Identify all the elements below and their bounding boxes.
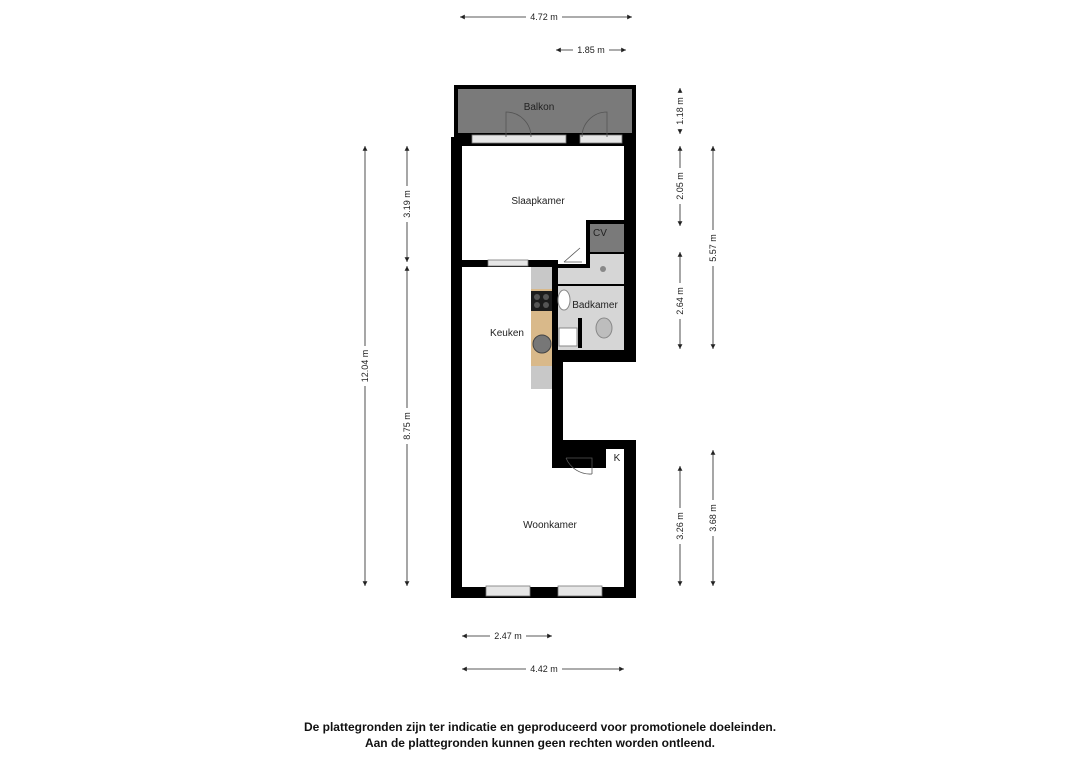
label-woonkamer: Woonkamer <box>523 520 577 531</box>
disclaimer-line-1: De plattegronden zijn ter indicatie en geproduceerd voor promotionele doeleinden. <box>303 720 777 734</box>
label-cv: CV <box>593 228 607 239</box>
dim-right-living: 3.26 m <box>675 512 685 540</box>
disclaimer-line-2: Aan de plattegronden kunnen geen rechten worden ontleend. <box>364 736 716 750</box>
dim-right-bedroom: 2.05 m <box>675 172 685 200</box>
kitchen-counter <box>531 267 552 389</box>
dim-right-living-total: 3.68 m <box>708 504 718 532</box>
dim-right-balcony: 1.18 m <box>675 97 685 125</box>
label-badkamer: Badkamer <box>572 300 618 311</box>
label-keuken: Keuken <box>490 328 524 339</box>
dim-left-total: 12.04 m <box>360 349 370 383</box>
dim-right-upper-total: 5.57 m <box>708 234 718 262</box>
label-balkon: Balkon <box>523 102 555 113</box>
dim-left-lower: 8.75 m <box>402 412 412 440</box>
label-slaapkamer: Slaapkamer <box>511 196 565 207</box>
dim-right-bath: 2.64 m <box>675 287 685 315</box>
dim-top-partial: 1.85 m <box>577 45 605 55</box>
dim-top-total: 4.72 m <box>530 12 558 22</box>
dim-left-bedroom: 3.19 m <box>402 190 412 218</box>
label-k: K <box>613 453 621 464</box>
dim-bottom-total: 4.42 m <box>530 664 558 674</box>
dim-bottom-partial: 2.47 m <box>494 631 522 641</box>
